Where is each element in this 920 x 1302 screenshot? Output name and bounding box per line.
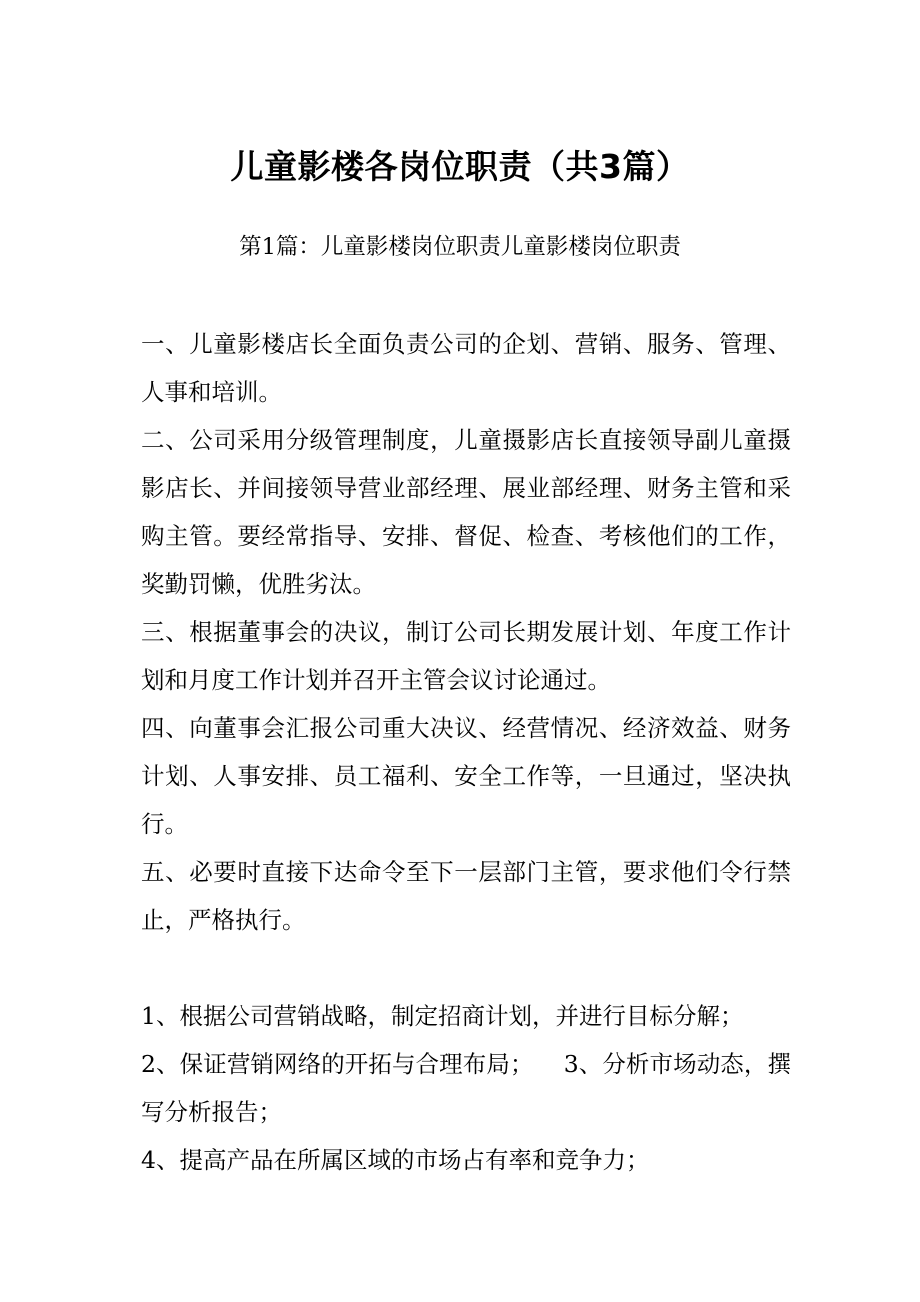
paragraph-2: 二、公司采用分级管理制度，儿童摄影店长直接领导副儿童摄影店长、并间接领导营业部经理、展业部经理、财务主管和采购主管。要经常指导、安排、督促、检查、考核他们的工作，奖勤罚懒，优胜劣汰。 bbox=[141, 426, 791, 598]
paragraph-4: 四、向董事会汇报公司重大决议、经营情况、经济效益、财务计划、人事安排、员工福利、安全工作等，一旦通过，坚决执行。 bbox=[141, 714, 791, 838]
paragraph-1: 一、儿童影楼店长全面负责公司的企划、营销、服务、管理、人事和培训。 bbox=[141, 330, 791, 406]
section-gap bbox=[141, 944, 791, 992]
list-item-2: 2、保证营销网络的开拓与合理布局； 3、分析市场动态，撰写分析报告； bbox=[141, 1050, 791, 1126]
paragraph-5: 五、必要时直接下达命令至下一层部门主管，要求他们令行禁止，严格执行。 bbox=[141, 858, 791, 934]
document-title: 儿童影楼各岗位职责（共3篇） bbox=[230, 147, 690, 186]
document-body bbox=[141, 320, 791, 1184]
list-item-1: 1、根据公司营销战略，制定招商计划，并进行目标分解； bbox=[141, 1002, 744, 1030]
document-subtitle: 第1篇：儿童影楼岗位职责儿童影楼岗位职责 bbox=[239, 234, 681, 260]
paragraph-3: 三、根据董事会的决议，制订公司长期发展计划、年度工作计划和月度工作计划并召开主管会议讨论通过。 bbox=[141, 618, 791, 694]
list-item-3: 4、提高产品在所属区域的市场占有率和竞争力； bbox=[141, 1146, 650, 1174]
